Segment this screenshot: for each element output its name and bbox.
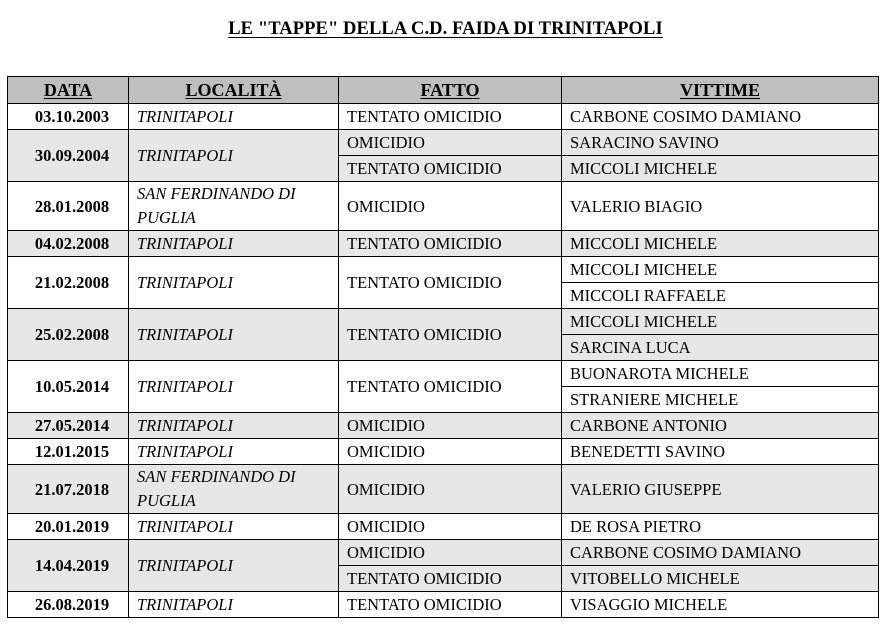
table-row [8,257,879,283]
event-place: TRINITAPOLI [129,257,339,309]
event-fact: OMICIDIO [339,439,562,465]
event-victim: SARCINA LUCA [562,335,879,361]
event-fact: OMICIDIO [339,540,562,566]
event-date: 21.07.2018 [8,465,129,514]
event-place: TRINITAPOLI [129,104,339,130]
event-fact: TENTATO OMICIDIO [339,592,562,618]
event-victim: VITOBELLO MICHELE [562,566,879,592]
event-victim: CARBONE ANTONIO [562,413,879,439]
event-place: TRINITAPOLI [129,514,339,540]
event-date: 30.09.2004 [8,130,129,182]
event-date: 10.05.2014 [8,361,129,413]
event-place: SAN FERDINANDO DI PUGLIA [129,182,339,231]
event-date: 26.08.2019 [8,592,129,618]
event-fact: TENTATO OMICIDIO [339,156,562,182]
event-place: TRINITAPOLI [129,361,339,413]
table-row [8,182,879,231]
event-date: 20.01.2019 [8,514,129,540]
event-victim: BUONAROTA MICHELE [562,361,879,387]
document-title: LE "TAPPE" DELLA C.D. FAIDA DI TRINITAPOLI [228,19,663,39]
table-row [8,130,879,156]
event-date: 28.01.2008 [8,182,129,231]
table-row [8,309,879,335]
event-date: 27.05.2014 [8,413,129,439]
event-fact: OMICIDIO [339,413,562,439]
event-victim: SARACINO SAVINO [562,130,879,156]
event-place: TRINITAPOLI [129,231,339,257]
table-row [8,104,879,130]
event-date: 14.04.2019 [8,540,129,592]
event-fact: TENTATO OMICIDIO [339,257,562,309]
event-victim: MICCOLI RAFFAELE [562,283,879,309]
event-place: TRINITAPOLI [129,130,339,182]
table-row [8,592,879,618]
event-fact: TENTATO OMICIDIO [339,361,562,413]
feud-events-table [7,76,879,618]
table-row [8,540,879,566]
event-place: TRINITAPOLI [129,540,339,592]
event-fact: OMICIDIO [339,465,562,514]
table-row [8,514,879,540]
event-place: SAN FERDINANDO DI PUGLIA [129,465,339,514]
event-victim: VALERIO BIAGIO [562,182,879,231]
event-victim: STRANIERE MICHELE [562,387,879,413]
event-victim: MICCOLI MICHELE [562,257,879,283]
event-fact: TENTATO OMICIDIO [339,309,562,361]
header-data: DATA [8,77,129,104]
event-fact: TENTATO OMICIDIO [339,566,562,592]
event-victim: DE ROSA PIETRO [562,514,879,540]
event-victim: CARBONE COSIMO DAMIANO [562,540,879,566]
event-date: 03.10.2003 [8,104,129,130]
event-fact: OMICIDIO [339,130,562,156]
event-victim: MICCOLI MICHELE [562,156,879,182]
table-row [8,413,879,439]
event-victim: MICCOLI MICHELE [562,231,879,257]
event-victim: BENEDETTI SAVINO [562,439,879,465]
event-victim: CARBONE COSIMO DAMIANO [562,104,879,130]
event-date: 25.02.2008 [8,309,129,361]
table-row [8,465,879,514]
event-place: TRINITAPOLI [129,413,339,439]
event-fact: OMICIDIO [339,514,562,540]
table-header-row [8,77,879,104]
event-date: 04.02.2008 [8,231,129,257]
event-victim: MICCOLI MICHELE [562,309,879,335]
event-fact: TENTATO OMICIDIO [339,231,562,257]
event-victim: VALERIO GIUSEPPE [562,465,879,514]
event-date: 12.01.2015 [8,439,129,465]
event-fact: TENTATO OMICIDIO [339,104,562,130]
event-place: TRINITAPOLI [129,439,339,465]
event-place: TRINITAPOLI [129,592,339,618]
header-fatto: FATTO [339,77,562,104]
header-localita: LOCALITÀ [129,77,339,104]
event-fact: OMICIDIO [339,182,562,231]
table-row [8,231,879,257]
event-place: TRINITAPOLI [129,309,339,361]
table-row [8,439,879,465]
event-date: 21.02.2008 [8,257,129,309]
table-row [8,361,879,387]
header-vittime: VITTIME [562,77,879,104]
event-victim: VISAGGIO MICHELE [562,592,879,618]
